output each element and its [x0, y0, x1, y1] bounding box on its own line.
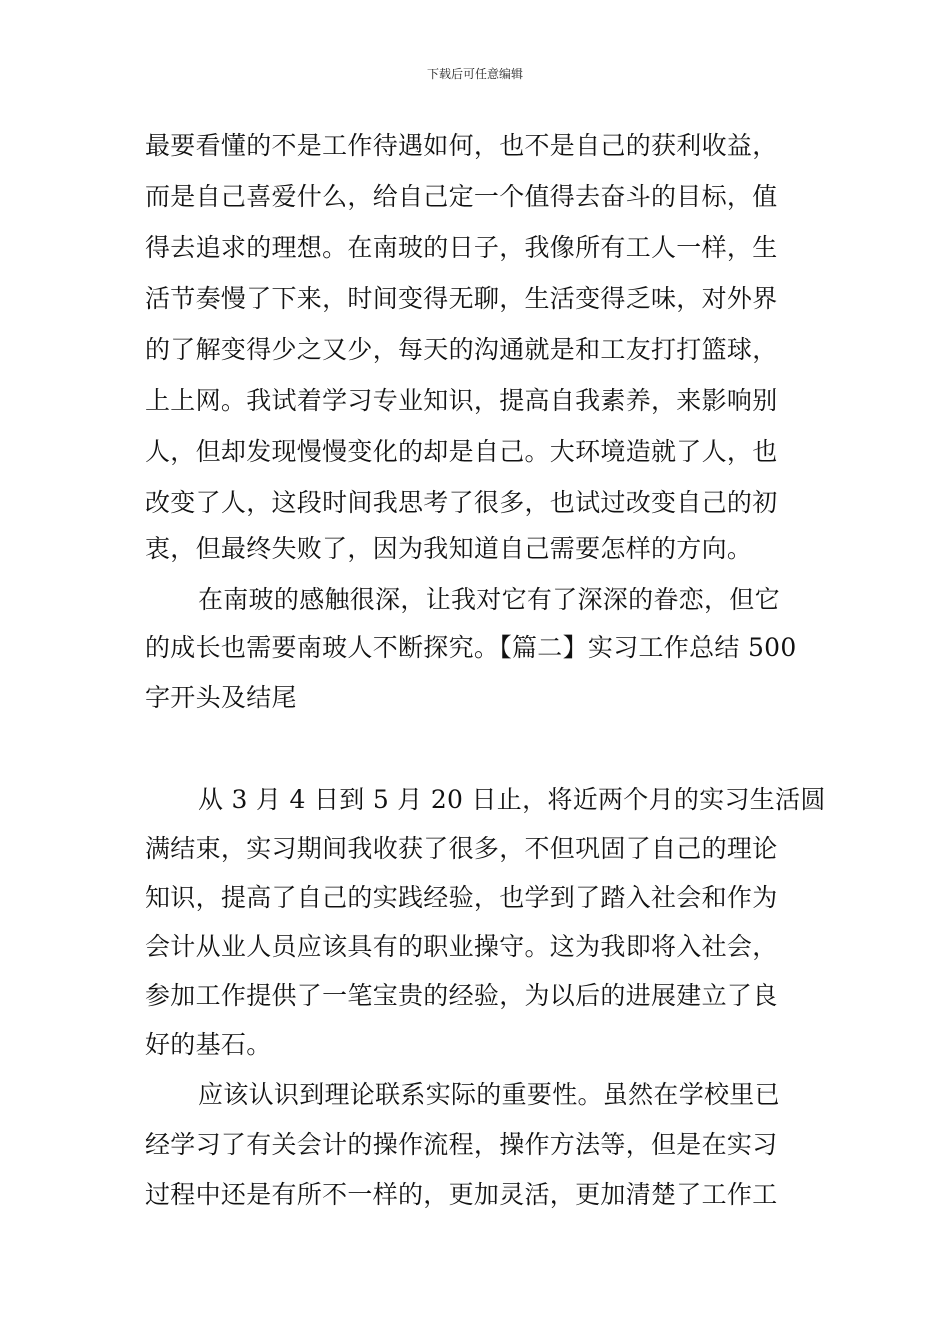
page-header: 下载后可任意编辑 — [426, 67, 523, 81]
paragraph-first-line: 在南玻的感触很深，让我对它有了深深的眷恋，但它 — [198, 585, 780, 614]
text-line: 满结束，实习期间我收获了很多，不但巩固了自己的理论 — [145, 834, 778, 863]
text-line: 上上网。我试着学习专业知识，提高自我素养，来影响别 — [145, 386, 778, 415]
text-line: 人，但却发现慢慢变化的却是自己。大环境造就了人，也 — [145, 437, 778, 466]
text-line: 参加工作提供了一笔宝贵的经验，为以后的进展建立了良 — [145, 981, 778, 1010]
text-line: 的成长也需要南玻人不断探究。【篇二】实习工作总结 500 — [145, 633, 797, 662]
text-line: 知识，提高了自己的实践经验，也学到了踏入社会和作为 — [145, 883, 778, 912]
text-line: 经学习了有关会计的操作流程，操作方法等，但是在实习 — [145, 1130, 778, 1159]
text-line: 改变了人，这段时间我思考了很多，也试过改变自己的初 — [145, 488, 778, 517]
text-line: 最要看懂的不是工作待遇如何，也不是自己的获利收益， — [145, 131, 778, 160]
text-line: 而是自己喜爱什么，给自己定一个值得去奋斗的目标，值 — [145, 182, 778, 211]
text-line: 活节奏慢了下来，时间变得无聊，生活变得乏味，对外界 — [145, 284, 778, 313]
paragraph-first-line: 应该认识到理论联系实际的重要性。虽然在学校里已 — [198, 1080, 780, 1109]
text-line: 字开头及结尾 — [145, 683, 297, 712]
text-line: 衷，但最终失败了，因为我知道自己需要怎样的方向。 — [145, 534, 753, 563]
text-line: 会计从业人员应该具有的职业操守。这为我即将入社会， — [145, 932, 778, 961]
text-line: 得去追求的理想。在南玻的日子，我像所有工人一样，生 — [145, 233, 778, 262]
text-line: 的了解变得少之又少，每天的沟通就是和工友打打篮球， — [145, 335, 778, 364]
text-line: 好的基石。 — [145, 1030, 272, 1059]
text-line: 过程中还是有所不一样的，更加灵活，更加清楚了工作工 — [145, 1180, 778, 1209]
paragraph-first-line: 从 3 月 4 日到 5 月 20 日止，将近两个月的实习生活圆 — [198, 785, 826, 814]
